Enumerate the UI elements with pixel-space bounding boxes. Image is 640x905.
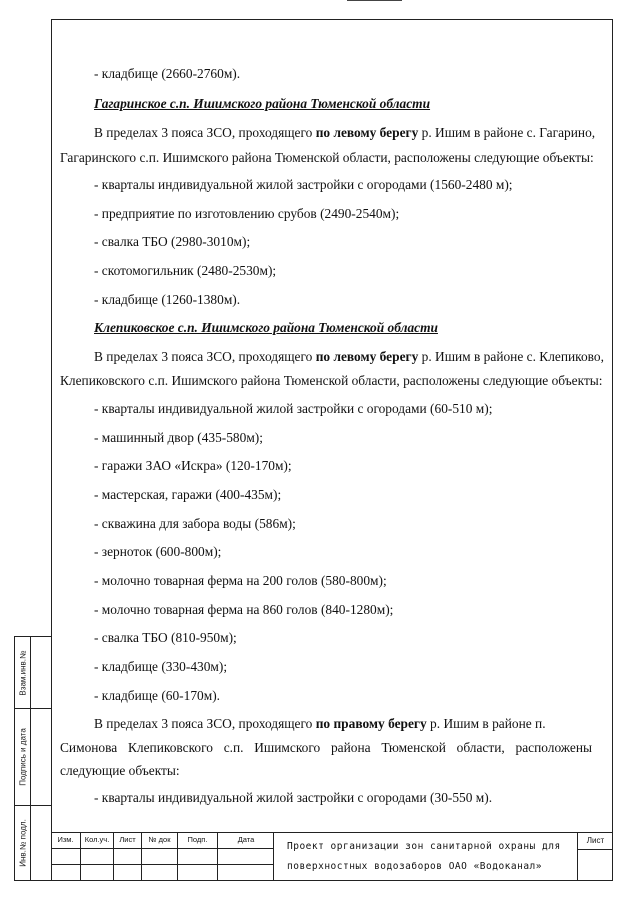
top-edge-mark bbox=[347, 0, 402, 1]
side-stamp bbox=[14, 636, 51, 881]
title-block-grid bbox=[51, 833, 274, 881]
list-item: - кварталы индивидуальной жилой застройки с огородами (30-550 м). bbox=[94, 790, 493, 805]
list-item: - кладбище (60-170м). bbox=[94, 688, 221, 703]
title-block-row bbox=[51, 865, 273, 880]
stamp-label-inventory: Инв.№ подл. bbox=[18, 819, 27, 867]
paragraph-line: Симонова Клепиковского с.п. Ишимского района Тюменской области, расположены bbox=[60, 740, 592, 755]
header-doc-number: № док bbox=[148, 835, 171, 844]
list-item: - мастерская, гаражи (400-435м); bbox=[94, 487, 282, 502]
list-item: - кварталы индивидуальной жилой застройки с огородами (60-510 м); bbox=[94, 401, 493, 416]
stamp-label-replacement: Взам.инв.№ bbox=[18, 649, 27, 696]
list-item: - кварталы индивидуальной жилой застройки с огородами (1560-2480 м); bbox=[94, 177, 513, 192]
header-sheet: Лист bbox=[119, 835, 136, 844]
title-block bbox=[51, 832, 613, 881]
document-title-line2: поверхностных водозаборов ОАО «Водоканал» bbox=[287, 861, 542, 872]
list-item: - предприятие по изготовлению срубов (2490-2540м); bbox=[94, 206, 400, 221]
list-item: - кладбище (1260-1380м). bbox=[94, 292, 241, 307]
list-item: - скважина для забора воды (586м); bbox=[94, 516, 296, 531]
header-date: Дата bbox=[237, 835, 255, 844]
header-count: Кол.уч. bbox=[84, 835, 110, 844]
paragraph-line: В пределах 3 пояса ЗСО, проходящего по правому берегу р. Ишим в районе п. bbox=[94, 716, 546, 731]
sheet-number-cell bbox=[577, 833, 613, 881]
list-item: - машинный двор (435-580м); bbox=[94, 430, 263, 445]
header-signature: Подп. bbox=[187, 835, 208, 844]
list-item: - скотомогильник (2480-2530м); bbox=[94, 263, 277, 278]
paragraph-line: Клепиковского с.п. Ишимского района Тюменской области, расположены следующие объекты: bbox=[60, 373, 603, 388]
list-item: - зерноток (600-800м); bbox=[94, 544, 222, 559]
section-heading-gagarino: Гагаринское с.п. Ишимского района Тюменской области bbox=[94, 96, 431, 111]
list-item: - свалка ТБО (2980-3010м); bbox=[94, 234, 251, 249]
header-change: Изм. bbox=[57, 835, 74, 844]
paragraph-line: Гагаринского с.п. Ишимского района Тюменской области, расположены следующие объекты: bbox=[60, 150, 594, 165]
sheet-label: Лист bbox=[578, 833, 613, 850]
list-item: - молочно товарная ферма на 200 голов (580-800м); bbox=[94, 573, 387, 588]
list-item: - молочно товарная ферма на 860 голов (840-1280м); bbox=[94, 602, 394, 617]
title-block-row bbox=[51, 849, 273, 865]
stamp-cell-replacement bbox=[15, 637, 51, 709]
stamp-cell-inventory bbox=[15, 806, 51, 880]
paragraph-line: В пределах 3 пояса ЗСО, проходящего по левому берегу р. Ишим в районе с. Клепиково, bbox=[94, 349, 604, 364]
title-block-header-row bbox=[51, 833, 273, 849]
section-heading-klepikovo: Клепиковское с.п. Ишимского района Тюменской области bbox=[94, 320, 438, 335]
stamp-cell-signature bbox=[15, 709, 51, 806]
list-item: - гаражи ЗАО «Искра» (120-170м); bbox=[94, 458, 292, 473]
document-title-line1: Проект организации зон санитарной охраны для bbox=[287, 841, 561, 852]
document-title bbox=[287, 837, 577, 877]
list-item: - свалка ТБО (810-950м); bbox=[94, 630, 237, 645]
paragraph-line: следующие объекты: bbox=[60, 763, 180, 778]
list-item: - кладбище (2660-2760м). bbox=[94, 66, 241, 81]
list-item: - кладбище (330-430м); bbox=[94, 659, 228, 674]
stamp-label-signature: Подпись и дата bbox=[18, 728, 27, 786]
paragraph-line: В пределах 3 пояса ЗСО, проходящего по левому берегу р. Ишим в районе с. Гагарино, bbox=[94, 125, 596, 140]
